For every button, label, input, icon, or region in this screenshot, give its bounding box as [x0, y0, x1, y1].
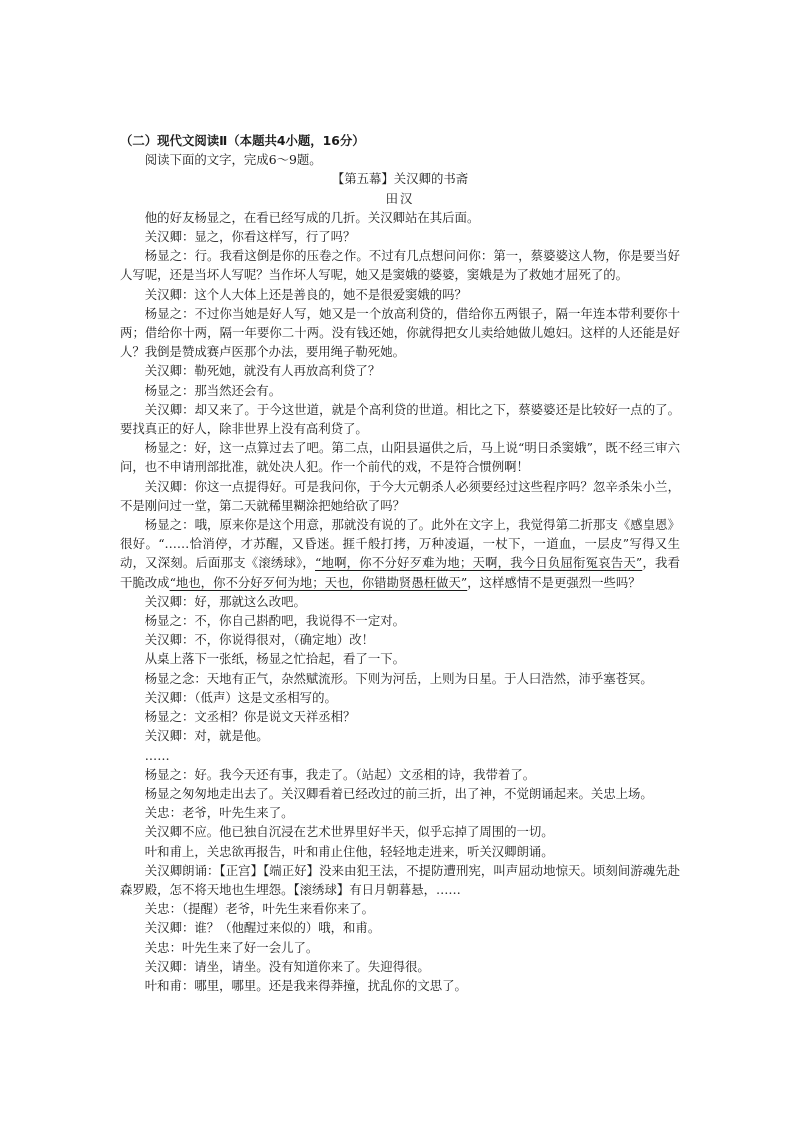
paragraph: 关汉卿：却又来了。于今这世道，就是个高利贷的世道。相比之下，蔡婆婆还是比较好一点的了。要找真正的好人，除非世界上没有高利贷了。: [120, 401, 680, 437]
paragraph: 关汉卿：好，那就这么改吧。: [144, 593, 306, 609]
paragraph: 杨显之：那当然还会有。: [144, 382, 282, 398]
text-span: ，我看干脆改成: [120, 555, 680, 590]
underlined-text: “地也，你不分好歹何为地；天也，你错勘贤愚枉做天”: [169, 574, 468, 590]
paragraph: 叶和甫上，关忠欲再报告，叶和甫止住他，轻轻地走进来，听关汉卿朗诵。: [144, 843, 554, 859]
paragraph: 关汉卿：显之，你看这样写，行了吗？: [144, 229, 356, 245]
text-span: ，这样感情不是更强烈一些吗？: [467, 574, 641, 590]
text-span: 杨显之：哦，原来你是这个用意，那就没有说的了。此外在文字上，我觉得第二折那支《感皇恩》很好。“……恰消停，才苏醒，又昏迷。捱千般打拷，万种凌逼，一杖下，一道血，一层皮”写得又生动，又深刻。后面那支《滚绣球》，: [120, 517, 680, 571]
paragraph: 关汉卿：（低声）这是文丞相写的。: [144, 689, 337, 705]
paragraph: 杨显之：好。我今天还有事，我走了。（站起）文丞相的诗，我带着了。: [144, 766, 536, 782]
play-author: 田汉: [385, 190, 415, 206]
paragraph: 关汉卿：勒死她，就没有人再放高利贷了？: [144, 363, 381, 379]
body-text: [120, 208, 680, 995]
paragraph: 关汉卿：你这一点提得好。可是我问你，于今大元朝杀人必须要经过这些程序吗？忽辛杀朱小兰，不是刚问过一堂，第二天就稀里糊涂把她给砍了吗？: [120, 478, 680, 513]
paragraph: 关汉卿：请坐，请坐。没有知道你来了。失迎得很。: [144, 958, 430, 974]
paragraph: 叶和甫：哪里，哪里。还是我来得莽撞，扰乱你的文思了。: [144, 977, 467, 993]
paragraph: 关汉卿：谁？（他醒过来似的）哦，和甫。: [144, 920, 381, 936]
section-heading: （二）现代文阅读Ⅱ（本题共4小题，16分）: [120, 133, 365, 148]
play-title: 【第五幕】关汉卿的书斋: [331, 171, 469, 187]
paragraph: 杨显之：好，这一点算过去了吧。第二点，山阳县逼供之后，马上说“明日杀窦娥”，既不经三审六问，也不申请刑部批准，就处决人犯。作一个前代的戏，不是符合惯例啊！: [120, 440, 680, 475]
paragraph: 杨显之匆匆地走出去了。关汉卿看着已经改过的前三折，出了神，不觉朗诵起来。关忠上场。: [144, 785, 653, 801]
paragraph: 关汉卿：这个人大体上还是善良的，她不是很爱窦娥的吗？: [144, 286, 467, 302]
paragraph: 杨显之：文丞相？你是说文天祥丞相？: [144, 709, 356, 725]
paragraph: 关忠：老爷，叶先生来了。: [144, 805, 294, 821]
underlined-text: “地啊，你不分好歹难为地；天啊，我今日负屈衔冤哀告天”: [315, 555, 643, 571]
paragraph: 杨显之：行。我看这倒是你的压卷之作。不过有几点想问问你：第一，蔡婆婆这人物，你是要当好人写呢，还是当坏人写呢？当作坏人写呢，她又是窦娥的婆婆，窦娥是为了救她才屈死了的。: [120, 248, 680, 283]
paragraph: 杨显之：不，你自己斟酌吧，我说得不一定对。: [144, 613, 405, 629]
paragraph: [120, 515, 680, 592]
paragraph: 从桌上落下一张纸，杨显之忙拾起，看了一下。: [144, 651, 405, 667]
paragraph: 杨显之念：天地有正气，杂然赋流形。下则为河岳，上则为日星。于人曰浩然，沛乎塞苍冥。: [144, 670, 653, 686]
paragraph: 杨显之：不过你当她是好人写，她又是一个放高利贷的，借给你五两银子，隔一年连本带利要你十两；借给你十两，隔一年要你二十两。没有钱还她，你就得把女儿卖给她做儿媳妇。这样的人还能是好人？我倒是赞成赛卢医那个办法，要用绳子勒死她。: [120, 305, 680, 360]
paragraph: ……: [144, 747, 170, 763]
paragraph: 关汉卿：不，你说得很对，（确定地）改！: [144, 632, 375, 648]
paragraph: 关忠：叶先生来了好一会儿了。: [144, 939, 319, 955]
paragraph: 关汉卿不应。他已独自沉浸在艺术世界里好半天，似乎忘掉了周围的一切。: [144, 824, 554, 840]
paragraph: 他的好友杨显之，在看已经写成的几折。关汉卿站在其后面。: [144, 209, 480, 225]
paragraph: 关汉卿朗诵：【正宫】【端正好】没来由犯王法，不提防遭刑宪，叫声屈动地惊天。顷刻间游魂先赴森罗殿，怎不将天地也生埋怨。【滚绣球】有日月朝暮悬，……: [120, 862, 680, 897]
instruction-text: 阅读下面的文字，完成6～9题。: [144, 152, 322, 168]
paragraph: 关汉卿：对，就是他。: [144, 728, 269, 744]
paragraph: 关忠：（提醒）老爷，叶先生来看你来了。: [144, 901, 375, 917]
document-page: [120, 131, 680, 995]
